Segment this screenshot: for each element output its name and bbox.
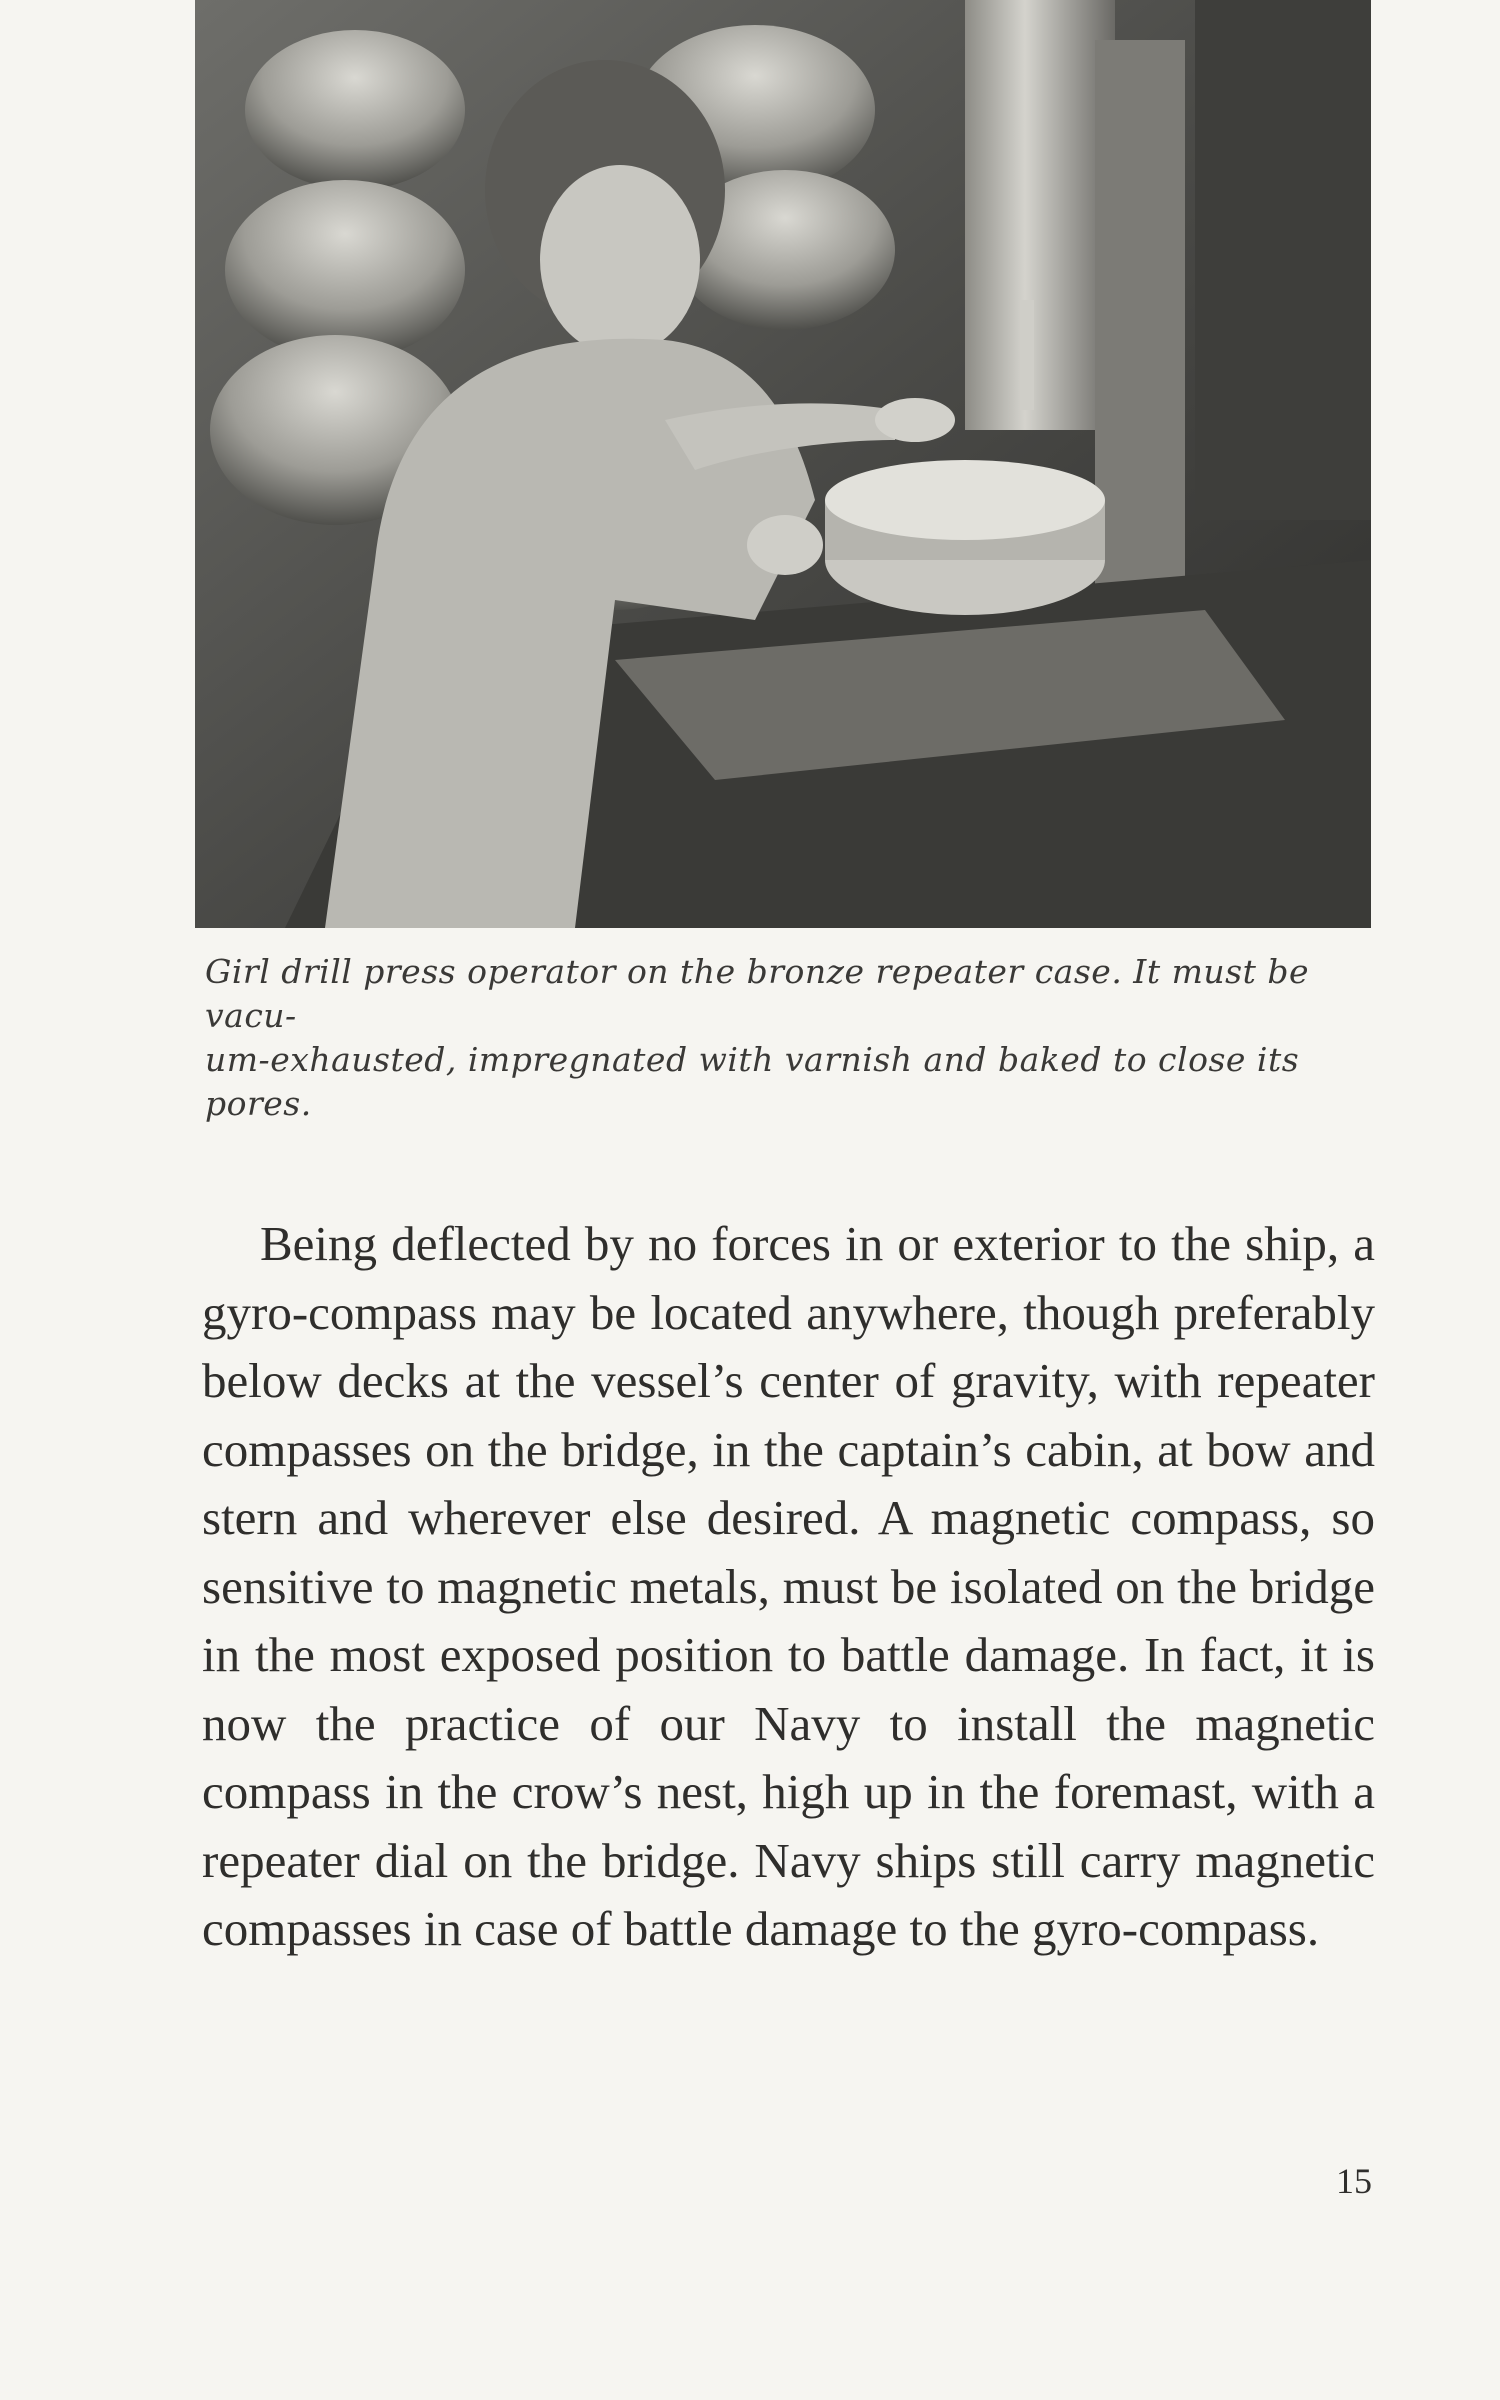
page-number: 15	[1336, 2161, 1372, 2201]
caption-line-1: Girl drill press operator on the bronze repeater case. It must be vacu-	[205, 952, 1309, 1035]
caption-line-2: um-exhausted, impregnated with varnish and baked to close its pores.	[205, 1040, 1300, 1123]
body-paragraph	[202, 1210, 1375, 1964]
body-paragraph-text: Being deflected by no forces in or exterior to the ship, a gyro-compass may be located anywhere, though preferably below decks at the vessel’s center of gravity, with repeater compasses on the bridge, in the captain’s cabin, at bow and stern and wherever else desired. A magnetic compass, so sensitive to magnetic metals, must be isolated on the bridge in the most exposed position to battle damage. In fact, it is now the practice of our Navy to install the magnetic compass in the crow’s nest, high up in the foremast, with a repeater dial on the bridge. Navy ships still carry magnetic compasses in case of battle damage to the gyro-compass.	[202, 1216, 1375, 1956]
photograph	[195, 0, 1371, 928]
photo-illustration	[195, 0, 1371, 928]
photo-caption	[205, 950, 1380, 1126]
